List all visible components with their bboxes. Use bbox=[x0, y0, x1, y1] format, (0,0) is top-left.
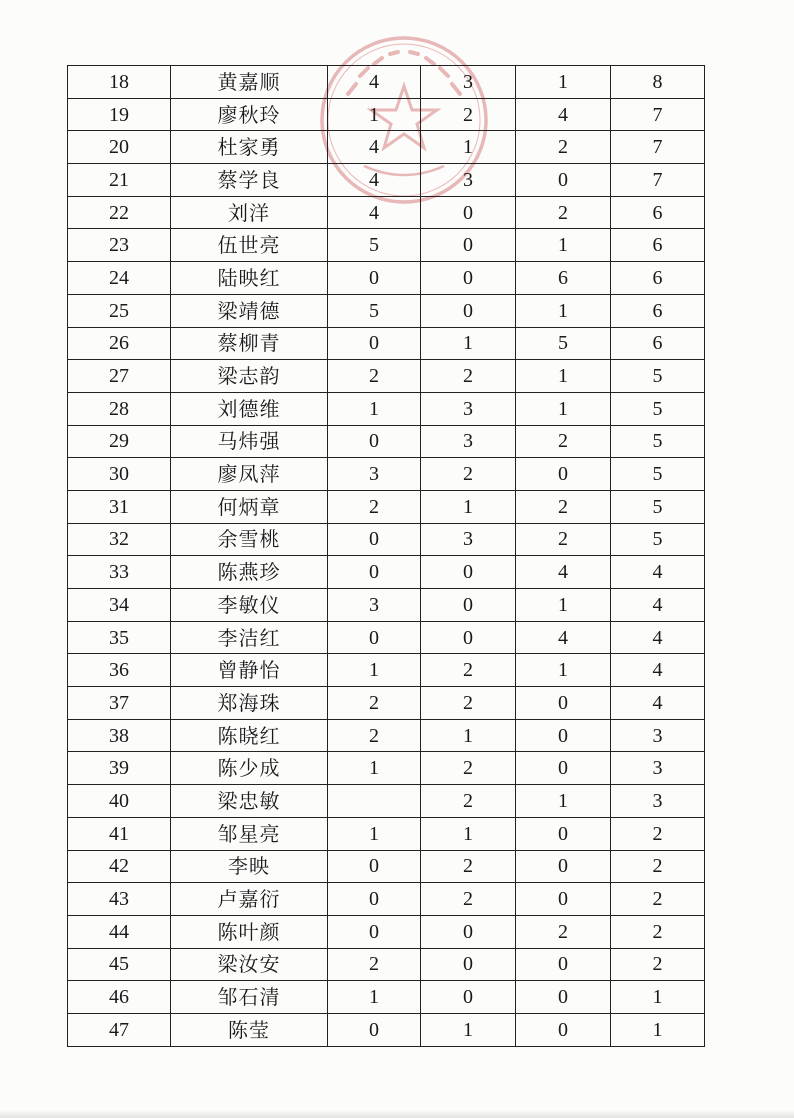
total-cell: 2 bbox=[611, 948, 705, 981]
score-a-cell: 2 bbox=[328, 490, 421, 523]
table-row bbox=[68, 785, 705, 818]
score-b-cell: 0 bbox=[421, 621, 516, 654]
score-a-cell: 0 bbox=[328, 1013, 421, 1046]
score-c-cell: 0 bbox=[516, 752, 611, 785]
score-b-cell: 1 bbox=[421, 1013, 516, 1046]
table-row bbox=[68, 294, 705, 327]
total-cell: 3 bbox=[611, 785, 705, 818]
name-cell: 陈晓红 bbox=[171, 719, 328, 752]
name-cell: 邹星亮 bbox=[171, 817, 328, 850]
name-cell: 郑海珠 bbox=[171, 687, 328, 720]
table-row bbox=[68, 425, 705, 458]
score-b-cell: 2 bbox=[421, 785, 516, 818]
name-cell: 廖凤萍 bbox=[171, 458, 328, 491]
serial-number-cell: 31 bbox=[68, 490, 171, 523]
score-c-cell: 1 bbox=[516, 589, 611, 622]
total-cell: 4 bbox=[611, 556, 705, 589]
score-b-cell: 3 bbox=[421, 66, 516, 99]
score-c-cell: 2 bbox=[516, 131, 611, 164]
serial-number-cell: 40 bbox=[68, 785, 171, 818]
score-c-cell: 0 bbox=[516, 948, 611, 981]
total-cell: 3 bbox=[611, 719, 705, 752]
score-b-cell: 0 bbox=[421, 589, 516, 622]
serial-number-cell: 24 bbox=[68, 262, 171, 295]
score-b-cell: 3 bbox=[421, 164, 516, 197]
score-a-cell: 4 bbox=[328, 131, 421, 164]
serial-number-cell: 47 bbox=[68, 1013, 171, 1046]
table-row bbox=[68, 1013, 705, 1046]
score-c-cell: 4 bbox=[516, 621, 611, 654]
name-cell: 陈燕珍 bbox=[171, 556, 328, 589]
score-c-cell: 2 bbox=[516, 523, 611, 556]
table-row bbox=[68, 490, 705, 523]
name-cell: 杜家勇 bbox=[171, 131, 328, 164]
serial-number-cell: 30 bbox=[68, 458, 171, 491]
table-row bbox=[68, 262, 705, 295]
score-b-cell: 2 bbox=[421, 98, 516, 131]
table-row bbox=[68, 164, 705, 197]
score-b-cell: 2 bbox=[421, 752, 516, 785]
total-cell: 2 bbox=[611, 817, 705, 850]
table-row bbox=[68, 981, 705, 1014]
score-a-cell: 0 bbox=[328, 523, 421, 556]
name-cell: 陈少成 bbox=[171, 752, 328, 785]
score-a-cell: 4 bbox=[328, 196, 421, 229]
score-b-cell: 1 bbox=[421, 327, 516, 360]
total-cell: 4 bbox=[611, 687, 705, 720]
score-a-cell: 1 bbox=[328, 392, 421, 425]
score-a-cell: 4 bbox=[328, 164, 421, 197]
total-cell: 2 bbox=[611, 850, 705, 883]
score-a-cell: 2 bbox=[328, 360, 421, 393]
total-cell: 1 bbox=[611, 1013, 705, 1046]
serial-number-cell: 34 bbox=[68, 589, 171, 622]
table-row bbox=[68, 523, 705, 556]
score-b-cell: 2 bbox=[421, 458, 516, 491]
table-row bbox=[68, 687, 705, 720]
score-c-cell: 2 bbox=[516, 196, 611, 229]
table-row bbox=[68, 621, 705, 654]
total-cell: 7 bbox=[611, 98, 705, 131]
score-b-cell: 0 bbox=[421, 196, 516, 229]
serial-number-cell: 20 bbox=[68, 131, 171, 164]
score-b-cell: 3 bbox=[421, 523, 516, 556]
serial-number-cell: 35 bbox=[68, 621, 171, 654]
score-b-cell: 0 bbox=[421, 294, 516, 327]
score-b-cell: 3 bbox=[421, 425, 516, 458]
serial-number-cell: 37 bbox=[68, 687, 171, 720]
score-c-cell: 1 bbox=[516, 360, 611, 393]
score-a-cell: 1 bbox=[328, 654, 421, 687]
name-cell: 陈莹 bbox=[171, 1013, 328, 1046]
total-cell: 6 bbox=[611, 262, 705, 295]
score-b-cell: 1 bbox=[421, 719, 516, 752]
table-row bbox=[68, 915, 705, 948]
score-a-cell: 2 bbox=[328, 948, 421, 981]
score-a-cell: 0 bbox=[328, 262, 421, 295]
name-cell: 陈叶颜 bbox=[171, 915, 328, 948]
total-cell: 5 bbox=[611, 490, 705, 523]
total-cell: 4 bbox=[611, 654, 705, 687]
total-cell: 7 bbox=[611, 164, 705, 197]
name-cell: 刘德维 bbox=[171, 392, 328, 425]
table-row bbox=[68, 98, 705, 131]
name-cell: 伍世亮 bbox=[171, 229, 328, 262]
score-b-cell: 0 bbox=[421, 915, 516, 948]
scan-edge-shadow bbox=[0, 1110, 794, 1118]
serial-number-cell: 43 bbox=[68, 883, 171, 916]
table-row bbox=[68, 850, 705, 883]
name-cell: 刘洋 bbox=[171, 196, 328, 229]
score-c-cell: 2 bbox=[516, 425, 611, 458]
total-cell: 6 bbox=[611, 327, 705, 360]
score-b-cell: 0 bbox=[421, 556, 516, 589]
score-b-cell: 2 bbox=[421, 654, 516, 687]
serial-number-cell: 36 bbox=[68, 654, 171, 687]
serial-number-cell: 44 bbox=[68, 915, 171, 948]
total-cell: 5 bbox=[611, 523, 705, 556]
total-cell: 2 bbox=[611, 915, 705, 948]
name-cell: 马炜强 bbox=[171, 425, 328, 458]
score-c-cell: 0 bbox=[516, 687, 611, 720]
score-c-cell: 0 bbox=[516, 164, 611, 197]
name-cell: 廖秋玲 bbox=[171, 98, 328, 131]
score-c-cell: 2 bbox=[516, 915, 611, 948]
score-a-cell: 1 bbox=[328, 752, 421, 785]
score-b-cell: 0 bbox=[421, 229, 516, 262]
score-b-cell: 1 bbox=[421, 131, 516, 164]
total-cell: 5 bbox=[611, 458, 705, 491]
table-row bbox=[68, 131, 705, 164]
serial-number-cell: 22 bbox=[68, 196, 171, 229]
name-cell: 李敏仪 bbox=[171, 589, 328, 622]
ranking-table bbox=[67, 65, 705, 1047]
name-cell: 黄嘉顺 bbox=[171, 66, 328, 99]
score-c-cell: 0 bbox=[516, 817, 611, 850]
serial-number-cell: 32 bbox=[68, 523, 171, 556]
serial-number-cell: 39 bbox=[68, 752, 171, 785]
score-a-cell: 0 bbox=[328, 425, 421, 458]
name-cell: 卢嘉衍 bbox=[171, 883, 328, 916]
table-row bbox=[68, 229, 705, 262]
table-row bbox=[68, 66, 705, 99]
score-a-cell: 5 bbox=[328, 294, 421, 327]
table-row bbox=[68, 360, 705, 393]
name-cell: 陆映红 bbox=[171, 262, 328, 295]
table-row bbox=[68, 392, 705, 425]
name-cell: 曾静怡 bbox=[171, 654, 328, 687]
total-cell: 4 bbox=[611, 589, 705, 622]
name-cell: 李映 bbox=[171, 850, 328, 883]
total-cell: 8 bbox=[611, 66, 705, 99]
serial-number-cell: 18 bbox=[68, 66, 171, 99]
score-a-cell bbox=[328, 785, 421, 818]
score-c-cell: 1 bbox=[516, 654, 611, 687]
serial-number-cell: 46 bbox=[68, 981, 171, 1014]
score-a-cell: 5 bbox=[328, 229, 421, 262]
serial-number-cell: 28 bbox=[68, 392, 171, 425]
score-b-cell: 2 bbox=[421, 850, 516, 883]
total-cell: 3 bbox=[611, 752, 705, 785]
serial-number-cell: 23 bbox=[68, 229, 171, 262]
total-cell: 5 bbox=[611, 392, 705, 425]
total-cell: 6 bbox=[611, 196, 705, 229]
name-cell: 梁忠敏 bbox=[171, 785, 328, 818]
score-a-cell: 3 bbox=[328, 589, 421, 622]
serial-number-cell: 21 bbox=[68, 164, 171, 197]
score-b-cell: 2 bbox=[421, 360, 516, 393]
score-a-cell: 0 bbox=[328, 915, 421, 948]
score-a-cell: 1 bbox=[328, 817, 421, 850]
name-cell: 梁汝安 bbox=[171, 948, 328, 981]
score-c-cell: 4 bbox=[516, 556, 611, 589]
score-c-cell: 0 bbox=[516, 883, 611, 916]
table-row bbox=[68, 654, 705, 687]
total-cell: 4 bbox=[611, 621, 705, 654]
name-cell: 梁靖德 bbox=[171, 294, 328, 327]
score-b-cell: 0 bbox=[421, 262, 516, 295]
score-a-cell: 0 bbox=[328, 556, 421, 589]
score-c-cell: 5 bbox=[516, 327, 611, 360]
total-cell: 5 bbox=[611, 425, 705, 458]
table-body bbox=[68, 66, 705, 1047]
total-cell: 1 bbox=[611, 981, 705, 1014]
table-row bbox=[68, 883, 705, 916]
score-c-cell: 0 bbox=[516, 458, 611, 491]
serial-number-cell: 29 bbox=[68, 425, 171, 458]
serial-number-cell: 42 bbox=[68, 850, 171, 883]
score-c-cell: 0 bbox=[516, 981, 611, 1014]
score-c-cell: 1 bbox=[516, 294, 611, 327]
score-b-cell: 0 bbox=[421, 948, 516, 981]
serial-number-cell: 25 bbox=[68, 294, 171, 327]
serial-number-cell: 27 bbox=[68, 360, 171, 393]
serial-number-cell: 45 bbox=[68, 948, 171, 981]
table-row bbox=[68, 327, 705, 360]
score-b-cell: 1 bbox=[421, 490, 516, 523]
name-cell: 李洁红 bbox=[171, 621, 328, 654]
score-c-cell: 1 bbox=[516, 785, 611, 818]
score-a-cell: 0 bbox=[328, 621, 421, 654]
score-b-cell: 3 bbox=[421, 392, 516, 425]
score-c-cell: 1 bbox=[516, 392, 611, 425]
table-row bbox=[68, 752, 705, 785]
score-c-cell: 1 bbox=[516, 66, 611, 99]
total-cell: 7 bbox=[611, 131, 705, 164]
total-cell: 6 bbox=[611, 294, 705, 327]
score-b-cell: 1 bbox=[421, 817, 516, 850]
table-row bbox=[68, 196, 705, 229]
score-c-cell: 0 bbox=[516, 1013, 611, 1046]
name-cell: 余雪桃 bbox=[171, 523, 328, 556]
score-a-cell: 0 bbox=[328, 883, 421, 916]
serial-number-cell: 26 bbox=[68, 327, 171, 360]
serial-number-cell: 33 bbox=[68, 556, 171, 589]
table-row bbox=[68, 458, 705, 491]
score-c-cell: 1 bbox=[516, 229, 611, 262]
name-cell: 蔡柳青 bbox=[171, 327, 328, 360]
total-cell: 5 bbox=[611, 360, 705, 393]
serial-number-cell: 19 bbox=[68, 98, 171, 131]
score-c-cell: 2 bbox=[516, 490, 611, 523]
score-b-cell: 0 bbox=[421, 981, 516, 1014]
score-b-cell: 2 bbox=[421, 687, 516, 720]
score-a-cell: 0 bbox=[328, 850, 421, 883]
table-row bbox=[68, 948, 705, 981]
table-row bbox=[68, 589, 705, 622]
score-a-cell: 1 bbox=[328, 981, 421, 1014]
table-row bbox=[68, 719, 705, 752]
score-a-cell: 2 bbox=[328, 719, 421, 752]
score-a-cell: 2 bbox=[328, 687, 421, 720]
name-cell: 蔡学良 bbox=[171, 164, 328, 197]
name-cell: 何炳章 bbox=[171, 490, 328, 523]
name-cell: 梁志韵 bbox=[171, 360, 328, 393]
table-row bbox=[68, 817, 705, 850]
score-b-cell: 2 bbox=[421, 883, 516, 916]
score-a-cell: 0 bbox=[328, 327, 421, 360]
score-a-cell: 1 bbox=[328, 98, 421, 131]
score-a-cell: 3 bbox=[328, 458, 421, 491]
score-c-cell: 0 bbox=[516, 850, 611, 883]
total-cell: 2 bbox=[611, 883, 705, 916]
serial-number-cell: 41 bbox=[68, 817, 171, 850]
table-row bbox=[68, 556, 705, 589]
score-a-cell: 4 bbox=[328, 66, 421, 99]
score-c-cell: 0 bbox=[516, 719, 611, 752]
score-c-cell: 6 bbox=[516, 262, 611, 295]
total-cell: 6 bbox=[611, 229, 705, 262]
serial-number-cell: 38 bbox=[68, 719, 171, 752]
name-cell: 邹石清 bbox=[171, 981, 328, 1014]
score-c-cell: 4 bbox=[516, 98, 611, 131]
